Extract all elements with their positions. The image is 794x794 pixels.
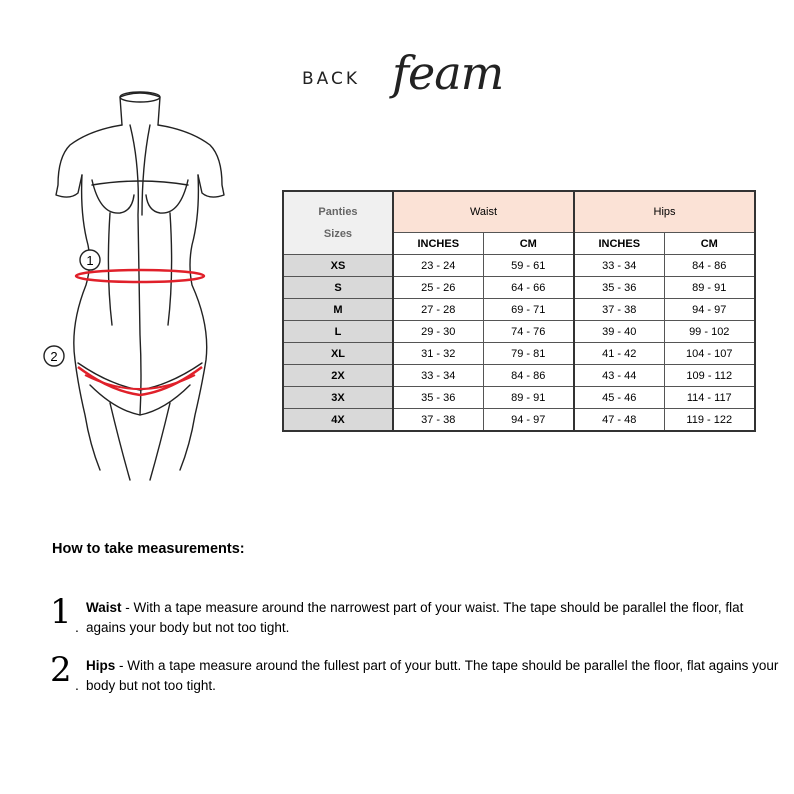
brand-word-seam: feam	[392, 46, 504, 100]
waist-cm-cell: 59 - 61	[483, 255, 574, 277]
waist-cm-cell: 84 - 86	[483, 365, 574, 387]
waist-inches-cell: 23 - 24	[393, 255, 483, 277]
waist-inches-cell: 27 - 28	[393, 299, 483, 321]
size-cell: 3X	[283, 387, 393, 409]
size-cell: M	[283, 299, 393, 321]
size-cell: 4X	[283, 409, 393, 432]
size-cell: L	[283, 321, 393, 343]
hips-cm-cell: 89 - 91	[664, 277, 755, 299]
hips-cm-header: CM	[664, 233, 755, 255]
hips-cm-cell: 114 - 117	[664, 387, 755, 409]
hips-cm-cell: 94 - 97	[664, 299, 755, 321]
waist-cm-cell: 69 - 71	[483, 299, 574, 321]
hips-inches-cell: 35 - 36	[574, 277, 664, 299]
size-cell: XL	[283, 343, 393, 365]
size-cell: XS	[283, 255, 393, 277]
table-row	[283, 277, 755, 299]
waist-inches-cell: 25 - 26	[393, 277, 483, 299]
waist-inches-header: INCHES	[393, 233, 483, 255]
step-number: 2	[50, 650, 72, 690]
step-description: - With a tape measure around the fullest part of your butt. The tape should be parallel the floor, flat agains your body but not too tight.	[86, 658, 779, 693]
howto-title: How to take measurements:	[52, 541, 245, 557]
caption-line-1: Panties	[318, 206, 358, 218]
step-label: Waist	[86, 600, 122, 615]
waist-cm-cell: 74 - 76	[483, 321, 574, 343]
hips-cm-cell: 99 - 102	[664, 321, 755, 343]
table-row	[283, 321, 755, 343]
size-cell: 2X	[283, 365, 393, 387]
brand-word-back: BACK	[302, 69, 361, 89]
brand-logo	[302, 46, 504, 118]
hips-cm-cell: 109 - 112	[664, 365, 755, 387]
hips-inches-cell: 45 - 46	[574, 387, 664, 409]
step-number: 1	[50, 592, 72, 632]
size-column-header	[283, 191, 393, 255]
waist-cm-cell: 64 - 66	[483, 277, 574, 299]
table-row	[283, 255, 755, 277]
hips-group-header: Hips	[574, 191, 755, 233]
hips-inches-cell: 33 - 34	[574, 255, 664, 277]
waist-inches-cell: 33 - 34	[393, 365, 483, 387]
size-cell: S	[283, 277, 393, 299]
waist-inches-cell: 37 - 38	[393, 409, 483, 432]
step-dot: .	[75, 677, 79, 693]
waist-inches-cell: 29 - 30	[393, 321, 483, 343]
marker-1-icon	[80, 250, 100, 270]
table-row	[283, 299, 755, 321]
table-row	[283, 387, 755, 409]
waist-cm-cell: 94 - 97	[483, 409, 574, 432]
waist-group-header: Waist	[393, 191, 574, 233]
table-row	[283, 343, 755, 365]
hips-cm-cell: 119 - 122	[664, 409, 755, 432]
waist-cm-cell: 79 - 81	[483, 343, 574, 365]
marker-1-label: 1	[86, 253, 94, 268]
step-text	[86, 656, 786, 696]
hips-cm-cell: 104 - 107	[664, 343, 755, 365]
marker-2-icon	[44, 346, 64, 366]
table-row	[283, 409, 755, 432]
step-dot: .	[75, 619, 79, 635]
step-text	[86, 598, 786, 638]
size-chart-table	[282, 190, 756, 432]
waist-cm-header: CM	[483, 233, 574, 255]
body-figure-illustration	[30, 85, 280, 485]
step-description: - With a tape measure around the narrowest part of your waist. The tape should be parallel the floor, flat agains your body but not too tight.	[86, 600, 744, 635]
table-row	[283, 365, 755, 387]
hips-inches-cell: 41 - 42	[574, 343, 664, 365]
marker-2-label: 2	[50, 349, 58, 364]
caption-line-2: Sizes	[323, 228, 353, 240]
waist-cm-cell: 89 - 91	[483, 387, 574, 409]
hips-inches-cell: 39 - 40	[574, 321, 664, 343]
hips-inches-cell: 43 - 44	[574, 365, 664, 387]
hips-inches-header: INCHES	[574, 233, 664, 255]
waist-inches-cell: 31 - 32	[393, 343, 483, 365]
hips-inches-cell: 47 - 48	[574, 409, 664, 432]
step-label: Hips	[86, 658, 116, 673]
hips-inches-cell: 37 - 38	[574, 299, 664, 321]
hips-cm-cell: 84 - 86	[664, 255, 755, 277]
waist-inches-cell: 35 - 36	[393, 387, 483, 409]
